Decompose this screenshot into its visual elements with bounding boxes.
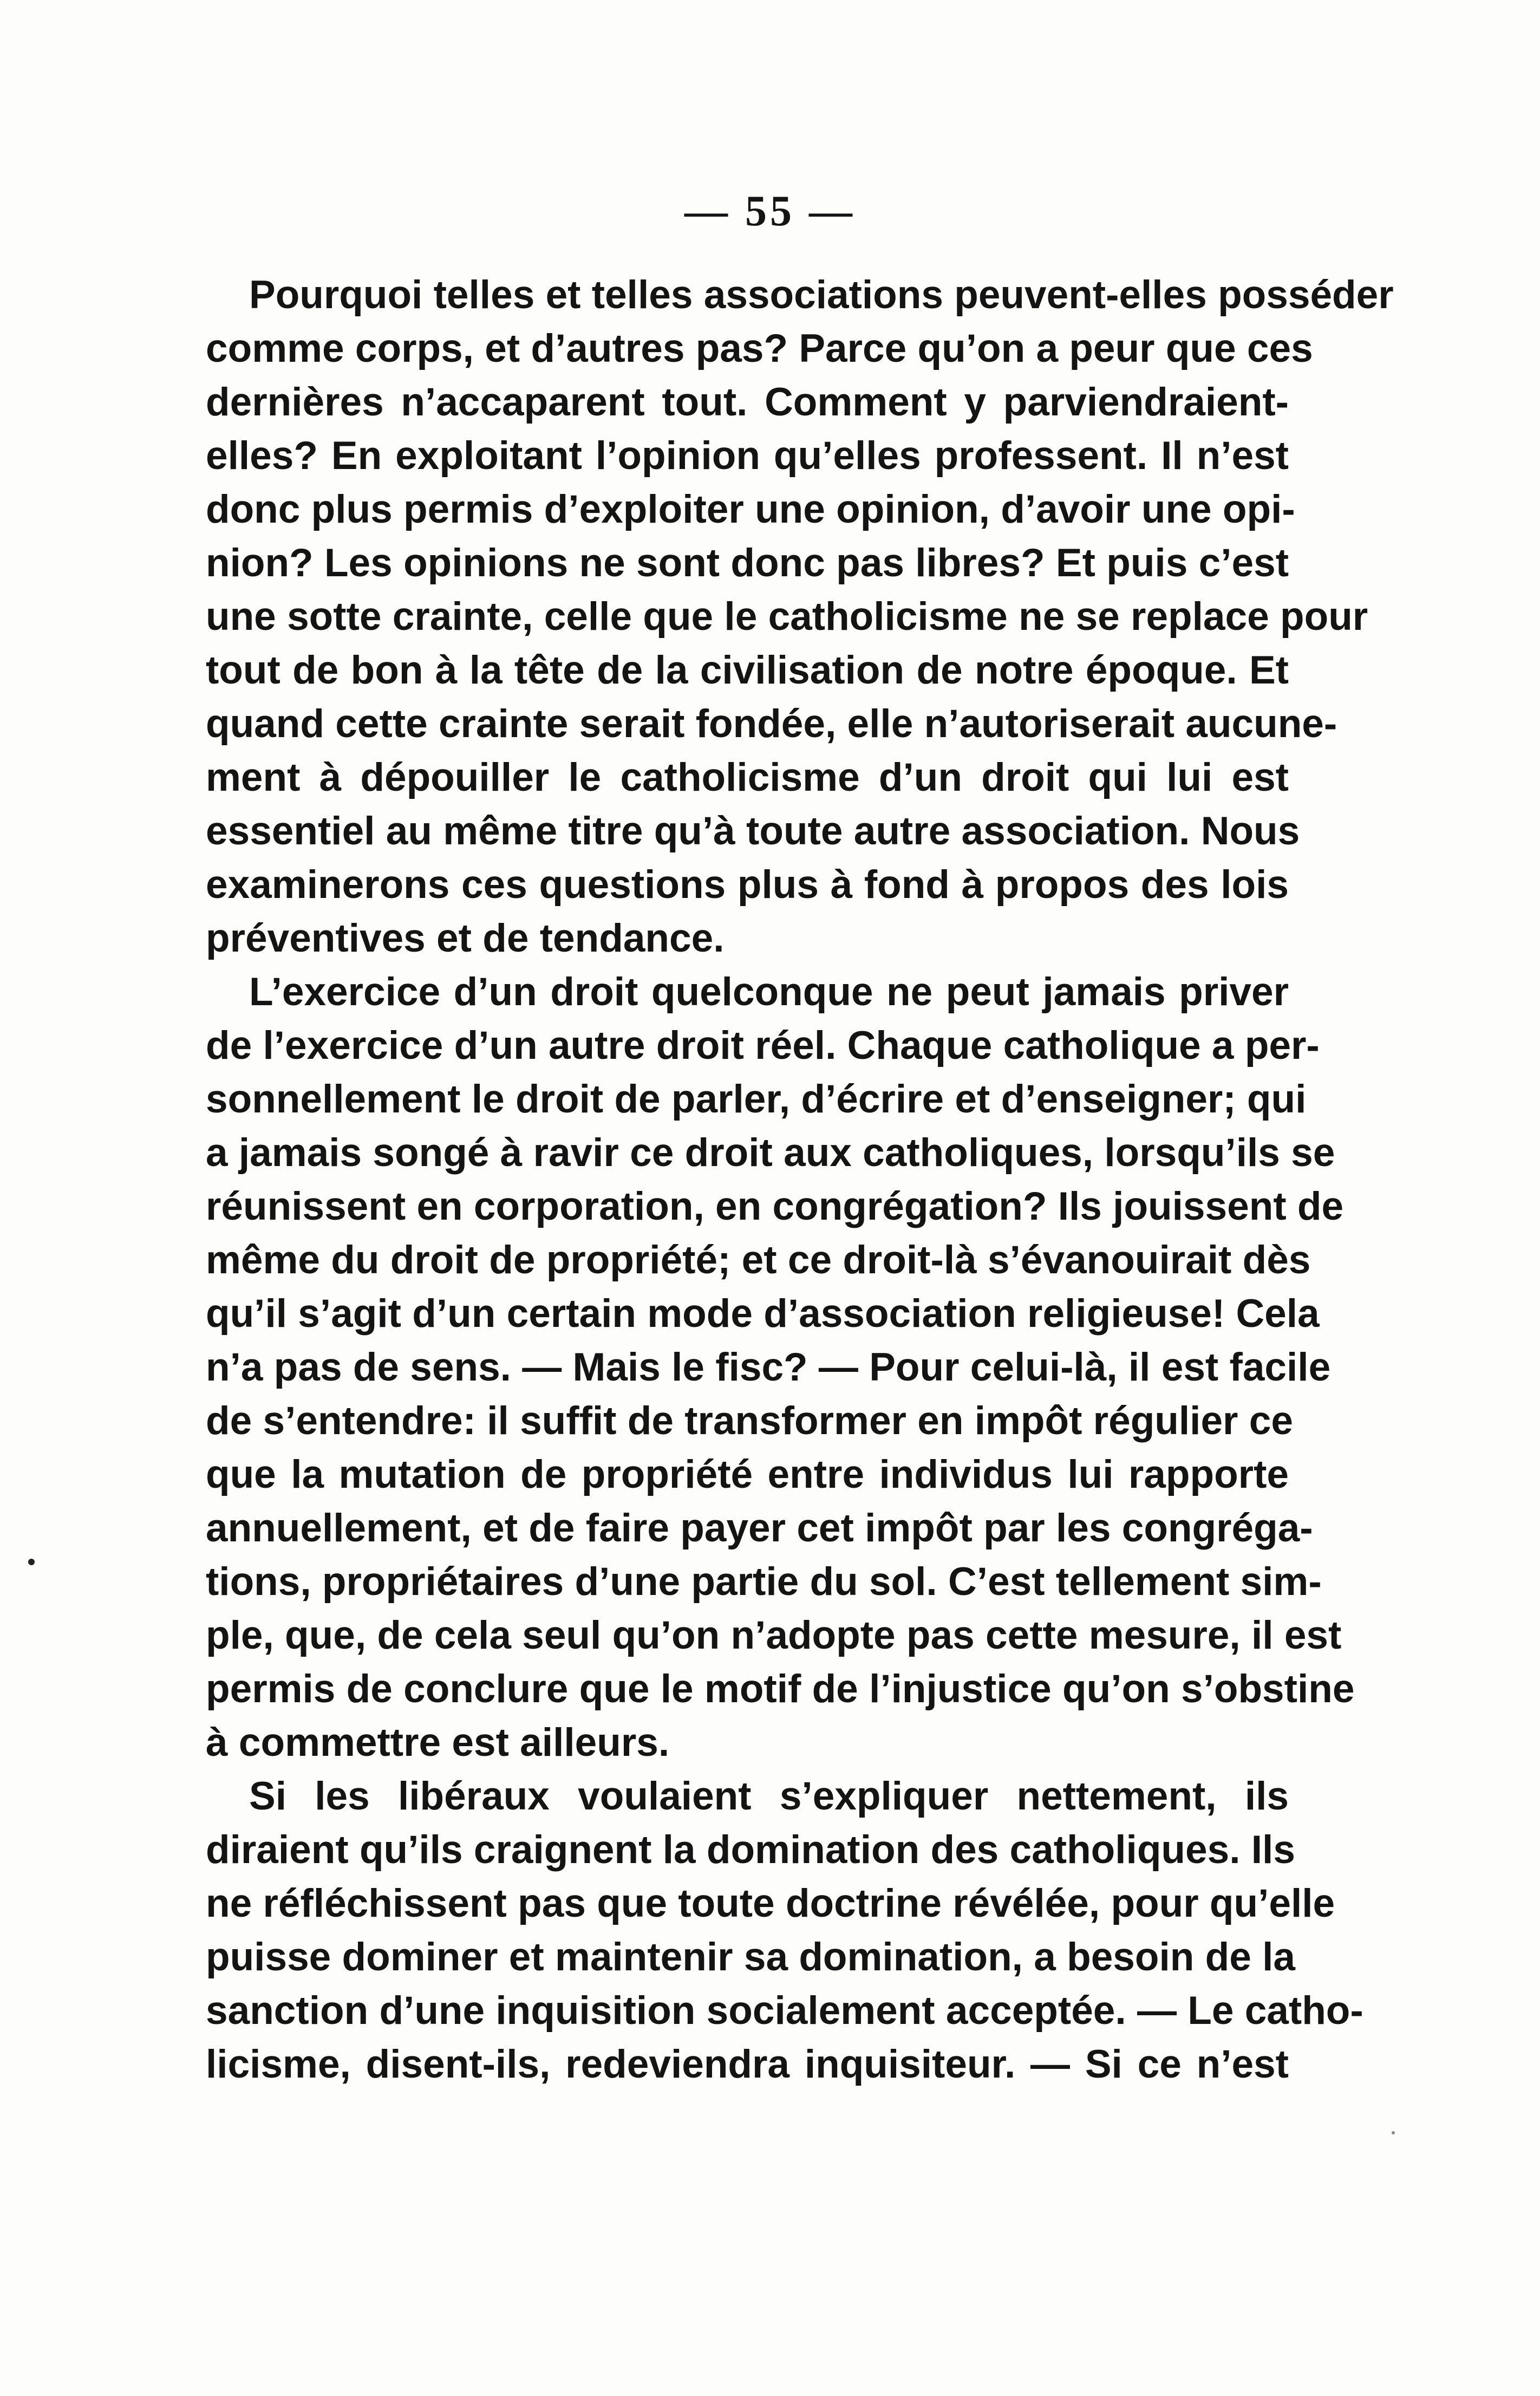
text-line: a jamais songé à ravir ce droit aux catholiques, lorsqu’ils se	[206, 1131, 1335, 1175]
paragraph-3	[206, 1769, 1363, 2091]
text-line: ment à dépouiller le catholicisme d’un droit qui lui est	[206, 756, 1289, 799]
paper-speck	[1392, 2131, 1395, 2134]
text-line: ne réfléchissent pas que toute doctrine révélée, pour qu’elle	[206, 1881, 1335, 1925]
text-line: L’exercice d’un droit quelconque ne peut jamais priver	[249, 970, 1289, 1014]
text-line: elles? En exploitant l’opinion qu’elles professent. Il n’est	[206, 434, 1289, 478]
text-line: diraient qu’ils craignent la domination des catholiques. Ils	[206, 1828, 1295, 1872]
text-line: puisse dominer et maintenir sa domination, a besoin de la	[206, 1935, 1295, 1979]
text-line: Pourquoi telles et telles associations peuvent-elles posséder	[249, 273, 1394, 317]
text-line: sanction d’une inquisition socialement acceptée. — Le catho-	[206, 1989, 1363, 2033]
text-line: licisme, disent-ils, redeviendra inquisiteur. — Si ce n’est	[206, 2042, 1289, 2086]
text-line: Si les libéraux voulaient s’expliquer nettement, ils	[249, 1774, 1289, 1818]
text-line: à commettre est ailleurs.	[206, 1721, 670, 1765]
page-number: — 55 —	[684, 187, 856, 235]
text-line: une sotte crainte, celle que le catholicisme ne se replace pour	[206, 595, 1368, 639]
text-line: examinerons ces questions plus à fond à propos des lois	[206, 863, 1289, 907]
paragraph-2	[206, 965, 1355, 1769]
text-line: donc plus permis d’exploiter une opinion, d’avoir une opi-	[206, 487, 1295, 531]
text-line: permis de conclure que le motif de l’injustice qu’on s’obstine	[206, 1667, 1355, 1711]
text-line: essentiel au même titre qu’à toute autre association. Nous	[206, 809, 1300, 853]
text-line: réunissent en corporation, en congrégation? Ils jouissent de	[206, 1184, 1344, 1228]
margin-ink-dot	[28, 1559, 35, 1565]
text-line: dernières n’accaparent tout. Comment y parviendraient-	[206, 380, 1289, 424]
text-line: ple, que, de cela seul qu’on n’adopte pas cette mesure, il est	[206, 1613, 1342, 1657]
text-line: n’a pas de sens. — Mais le fisc? — Pour celui-là, il est facile	[206, 1345, 1331, 1389]
text-line: quand cette crainte serait fondée, elle n’autoriserait aucune-	[206, 702, 1337, 746]
text-line: préventives et de tendance.	[206, 916, 725, 960]
text-line: de l’exercice d’un autre droit réel. Chaque catholique a per-	[206, 1024, 1320, 1067]
text-line: tout de bon à la tête de la civilisation de notre époque. Et	[206, 648, 1289, 692]
text-line: même du droit de propriété; et ce droit-là s’évanouirait dès	[206, 1238, 1311, 1282]
text-line: que la mutation de propriété entre individus lui rapporte	[206, 1453, 1289, 1496]
body-text	[206, 268, 1394, 2091]
text-line: nion? Les opinions ne sont donc pas libres? Et puis c’est	[206, 541, 1289, 585]
text-line: comme corps, et d’autres pas? Parce qu’on a peur que ces	[206, 327, 1313, 370]
paragraph-1	[206, 268, 1394, 965]
text-line: tions, propriétaires d’une partie du sol. C’est tellement sim-	[206, 1560, 1322, 1604]
text-line: qu’il s’agit d’un certain mode d’association religieuse! Cela	[206, 1292, 1320, 1336]
text-line: sonnellement le droit de parler, d’écrire et d’enseigner; qui	[206, 1077, 1307, 1121]
text-line: annuellement, et de faire payer cet impôt par les congréga-	[206, 1506, 1313, 1550]
text-line: de s’entendre: il suffit de transformer en impôt régulier ce	[206, 1399, 1293, 1443]
